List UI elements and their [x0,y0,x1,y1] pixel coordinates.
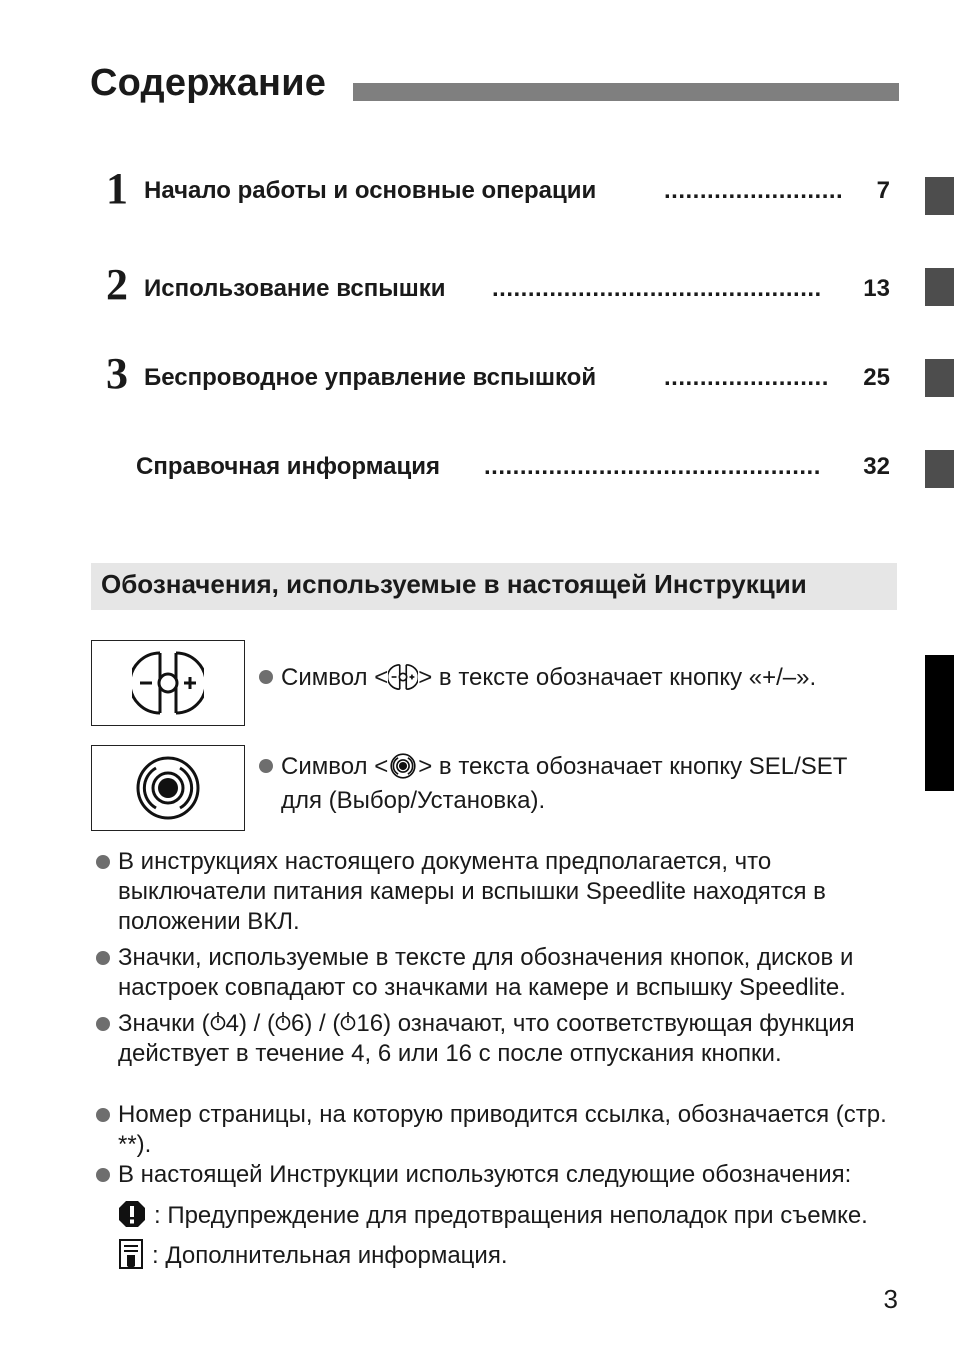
bullet-icon [96,1108,110,1122]
timer-icon [340,1011,356,1031]
plus-minus-description: Символ < > в тексте обозначает кнопку «+/–». [259,662,816,694]
toc-leader-dots: ....................... [664,364,829,391]
toc-page-number: 32 [863,453,890,480]
toc-entry-label: Справочная информация [136,453,441,480]
bullet-icon [259,670,273,684]
note-item: Значки ( 4) / ( 6) / ( 16) означают, что соответствующая функция действует в течение 4, 6 или 16 с после отпускания кнопки. [96,1009,906,1069]
timer-icon [275,1011,291,1031]
page-title: Содержание [90,62,327,104]
note-item: В инструкциях настоящего документа предполагается, что выключатели питания камеры и вспышки Speedlite находятся в положении ВКЛ. [96,847,906,937]
plus-minus-button-icon [388,664,418,690]
toc-page-number: 25 [863,364,890,391]
bullet-icon [96,951,110,965]
toc-entry[interactable] [0,442,954,492]
toc-entry[interactable] [0,166,954,216]
note-item: Значки, используемые в тексте для обозначения кнопок, дисков и настроек совпадают со значками на камере и вспышку Speedlite. [96,943,906,1003]
chapter-tab-2 [925,268,954,306]
toc-leader-dots: ......................... [664,177,844,204]
reference-tab [925,450,954,488]
toc-entry-label: Использование вспышки [144,275,446,302]
toc-chapter-number: 1 [106,164,128,213]
sel-set-button-icon [388,753,418,779]
chapter-tab-1 [925,177,954,215]
section-header [91,563,897,610]
sel-set-description-line2: для (Выбор/Установка). [281,787,546,814]
legend-warning: : Предупреждение для предотвращения неполадок при съемке. [118,1200,868,1232]
caution-icon [118,1200,146,1228]
section-title: Обозначения, используемые в настоящей Инструкции [101,569,807,599]
sel-set-symbol-box [91,745,245,831]
page-number: 3 [883,1284,898,1314]
toc-page-number: 7 [876,177,890,204]
toc-leader-dots: .............................................. [492,275,822,302]
bullet-icon [96,855,110,869]
note-item: В настоящей Инструкции используются следующие обозначения: [96,1160,906,1190]
section-tab-black [925,655,954,791]
bullet-icon [96,1017,110,1031]
timer-icon [210,1011,226,1031]
toc-leader-dots: ............................................... [484,453,821,480]
toc-chapter-number: 2 [106,260,128,309]
plus-minus-symbol-box [91,640,245,726]
legend-info: : Дополнительная информация. [118,1240,508,1273]
title-rule [353,83,899,101]
bullet-icon [96,1168,110,1182]
sel-set-button-icon [132,756,204,820]
toc-page-number: 13 [863,275,890,302]
chapter-tab-3 [925,359,954,397]
plus-minus-button-icon [132,651,204,715]
toc-chapter-number: 3 [106,349,128,398]
note-item: Номер страницы, на которую приводится ссылка, обозначается (стр. **). [96,1100,906,1160]
toc-entry-label: Начало работы и основные операции [144,177,597,204]
toc-entry-label: Беспроводное управление вспышкой [144,364,597,391]
note-memo-icon [118,1238,144,1270]
toc-entry[interactable] [0,349,954,403]
sel-set-description: Символ < > в текста обозначает кнопку SEL/SET [259,751,847,783]
bullet-icon [259,759,273,773]
toc-entry[interactable] [0,260,954,314]
